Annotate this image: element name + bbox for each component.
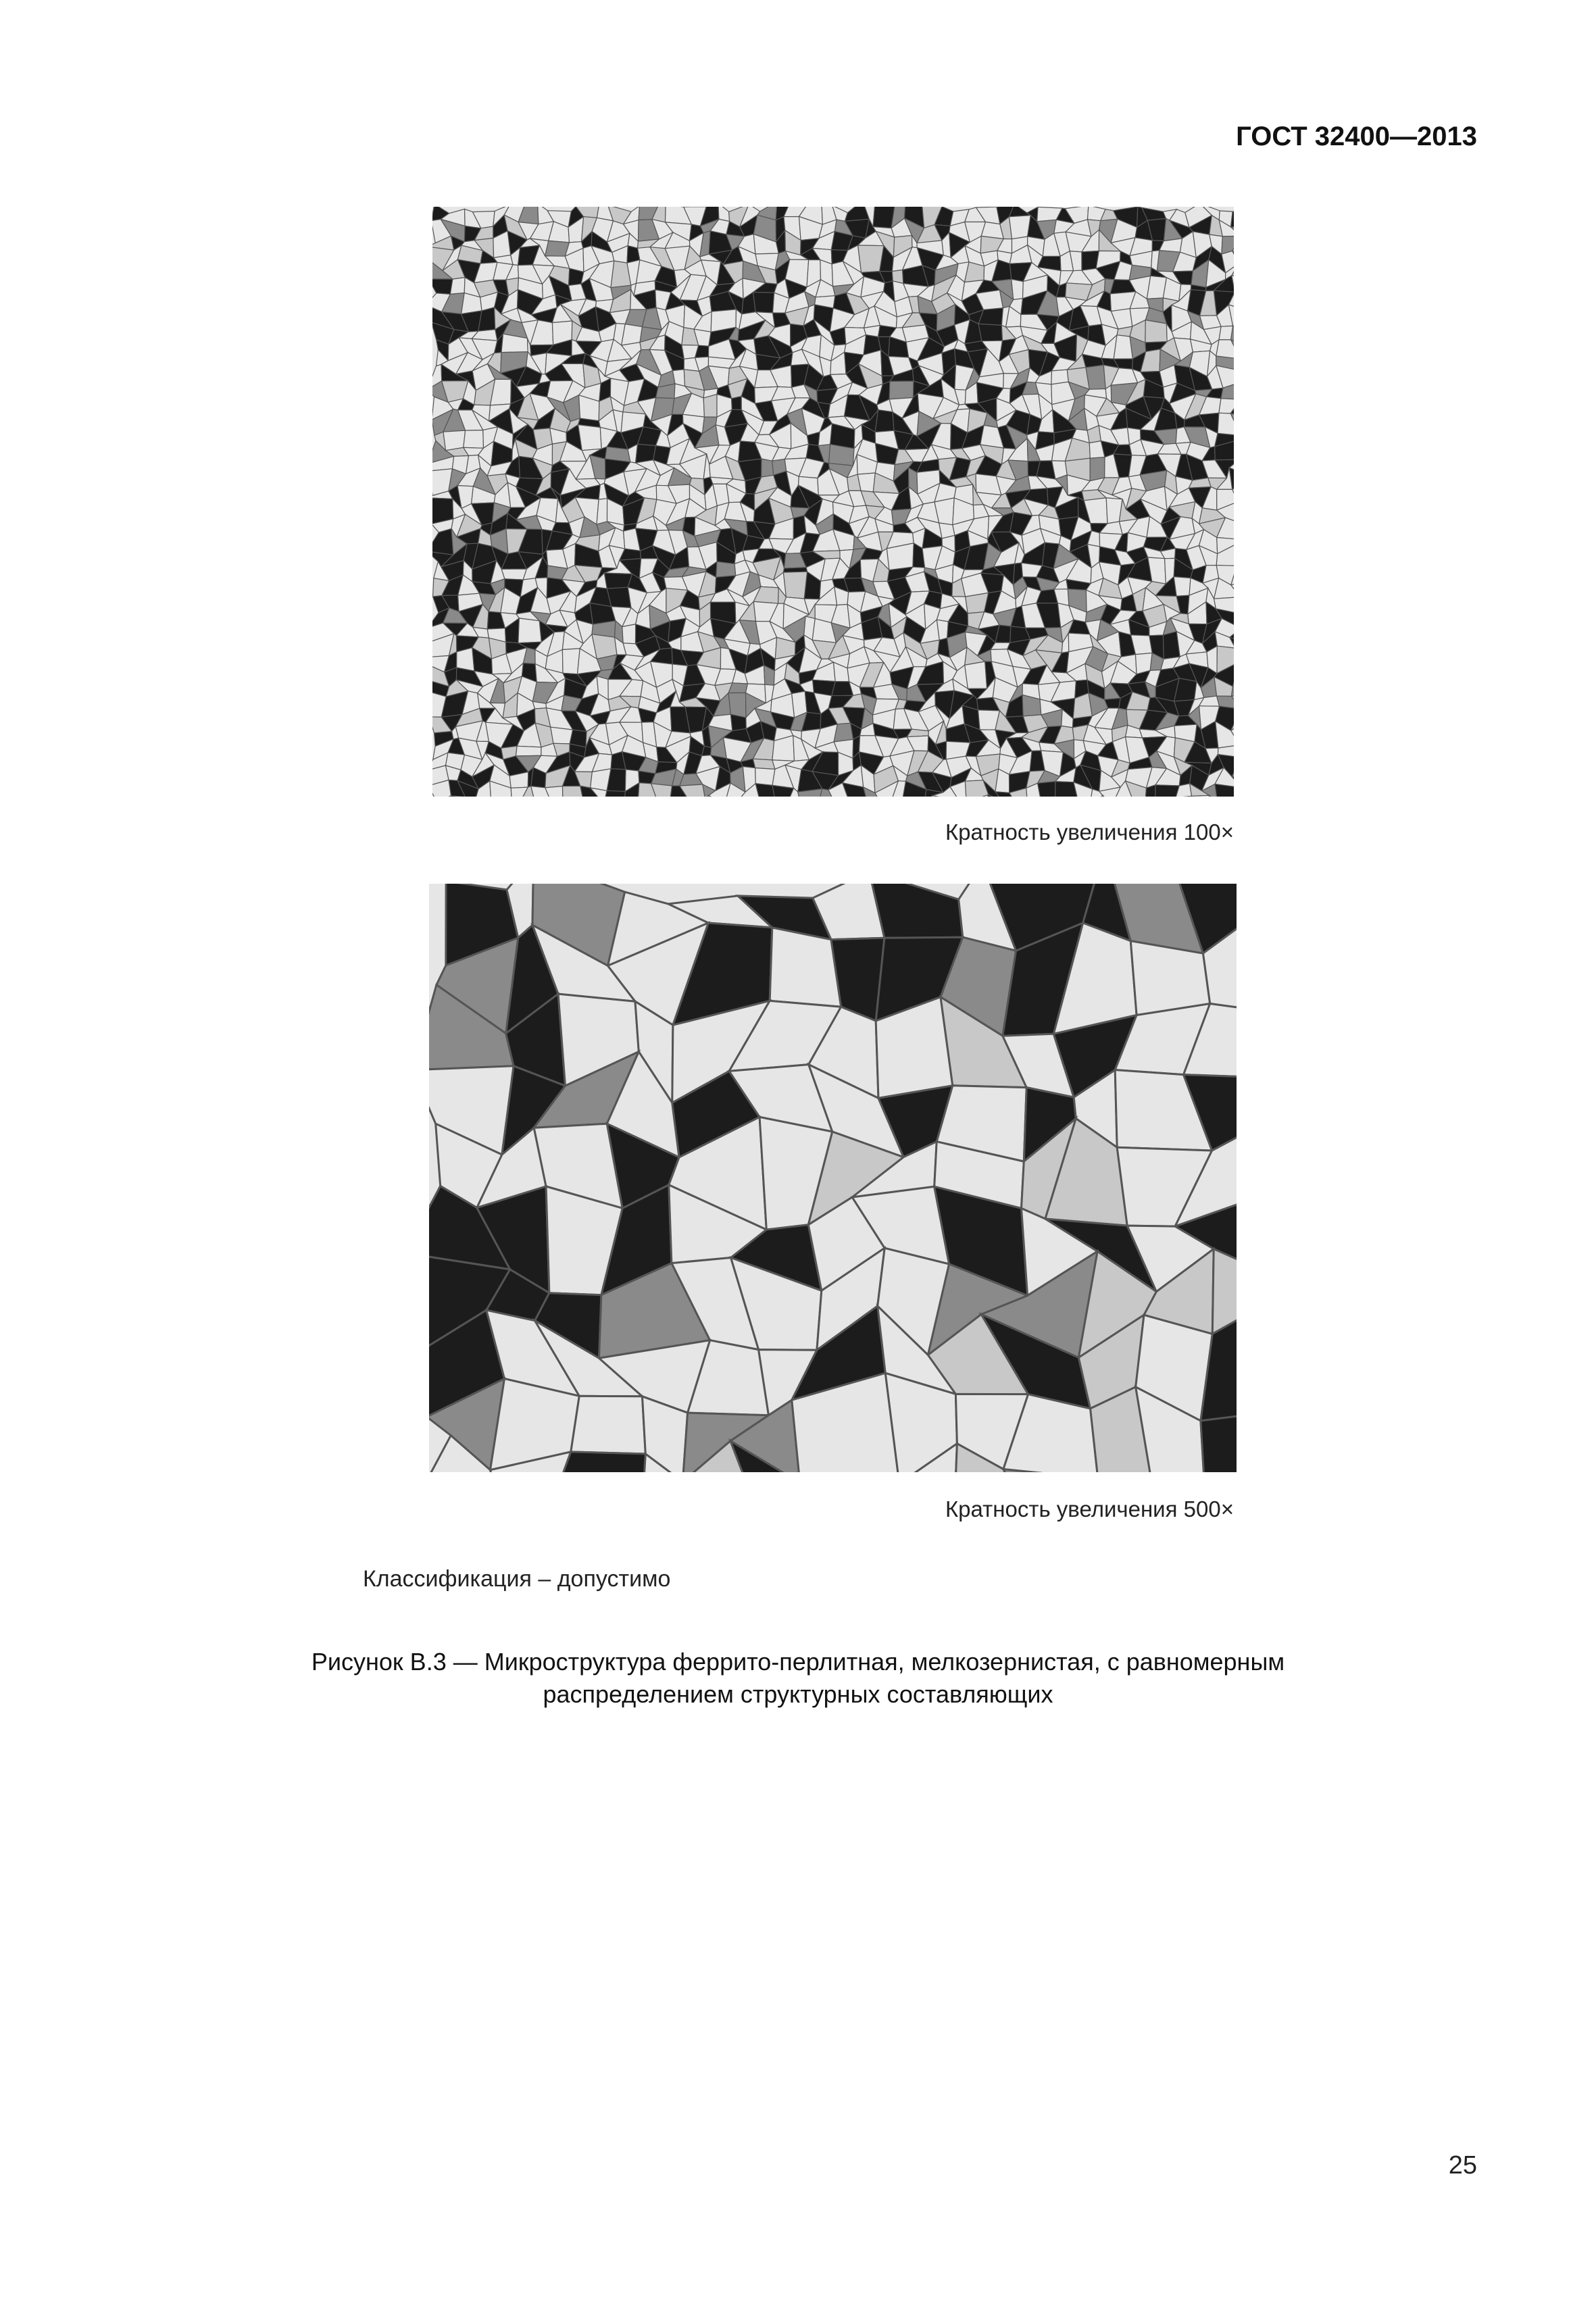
- micrograph-100x-image: [432, 207, 1234, 797]
- magnification-caption-500x: Кратность увеличения 500×: [945, 1496, 1234, 1521]
- classification-text: Классификация – допустимо: [363, 1566, 671, 1592]
- micrograph-500x: [429, 884, 1237, 1472]
- micrograph-100x: [432, 207, 1234, 797]
- page-number: 25: [1448, 2151, 1477, 2180]
- magnification-caption-100x: Кратность увеличения 100×: [945, 820, 1234, 845]
- micrograph-500x-image: [429, 884, 1237, 1472]
- figure-caption-line-2: распределением структурных составляющих: [543, 1680, 1053, 1708]
- figure-caption-line-1: Рисунок В.3 — Микроструктура феррито-перлитная, мелкозернистая, с равномерным: [311, 1648, 1285, 1676]
- document-standard-id: ГОСТ 32400—2013: [1236, 122, 1477, 151]
- figure-caption: [203, 1646, 1393, 1711]
